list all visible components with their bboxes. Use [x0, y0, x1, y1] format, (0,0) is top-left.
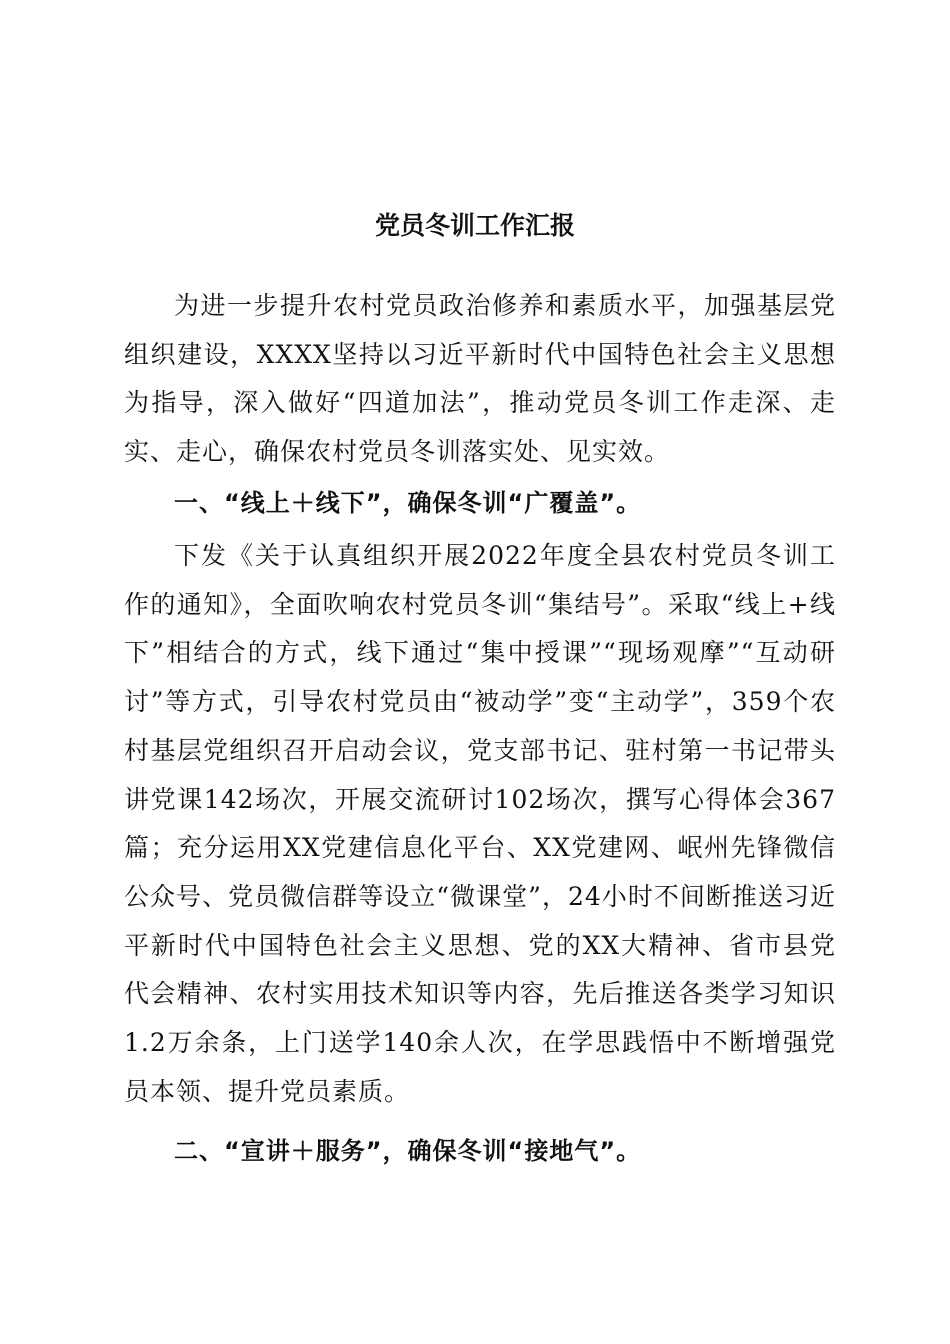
section-1-body: 下发《关于认真组织开展2022年度全县农村党员冬训工作的通知》，全面吹响农村党员冬训“集结号”。采取“线上+线下”相结合的方式，线下通过“集中授课”“现场观摩”“互动研讨”等方式，引导农村党员由“被动学”变“主动学”，359个农村基层党组织召开启动会议，党支部书记、驻村第一书记带头讲党课142场次，开展交流研讨102场次，撰写心得体会367篇；充分运用XX党建信息化平台、XX党建网、岷州先锋微信公众号、党员微信群等设立“微课堂”，24小时不间断推送习近平新时代中国特色社会主义思想、党的XX大精神、省市县党代会精神、农村实用技术知识等内容，先后推送各类学习知识1.2万余条，上门送学140余人次，在学思践悟中不断增强党员本领、提升党员素质。 — [124, 541, 836, 1106]
intro-paragraph: 为进一步提升农村党员政治修养和素质水平，加强基层党组织建设，XXXX坚持以习近平新时代中国特色社会主义思想为指导，深入做好“四道加法”，推动党员冬训工作走深、走实、走心，确保农村党员冬训落实处、见实效。 — [124, 291, 836, 467]
section-1-heading: 一、“线上＋线下”，确保冬训“广覆盖”。 — [174, 489, 642, 517]
section-2-heading: 二、“宣讲＋服务”，确保冬训“接地气”。 — [174, 1137, 642, 1165]
page-title: 党员冬训工作汇报 — [374, 211, 575, 240]
